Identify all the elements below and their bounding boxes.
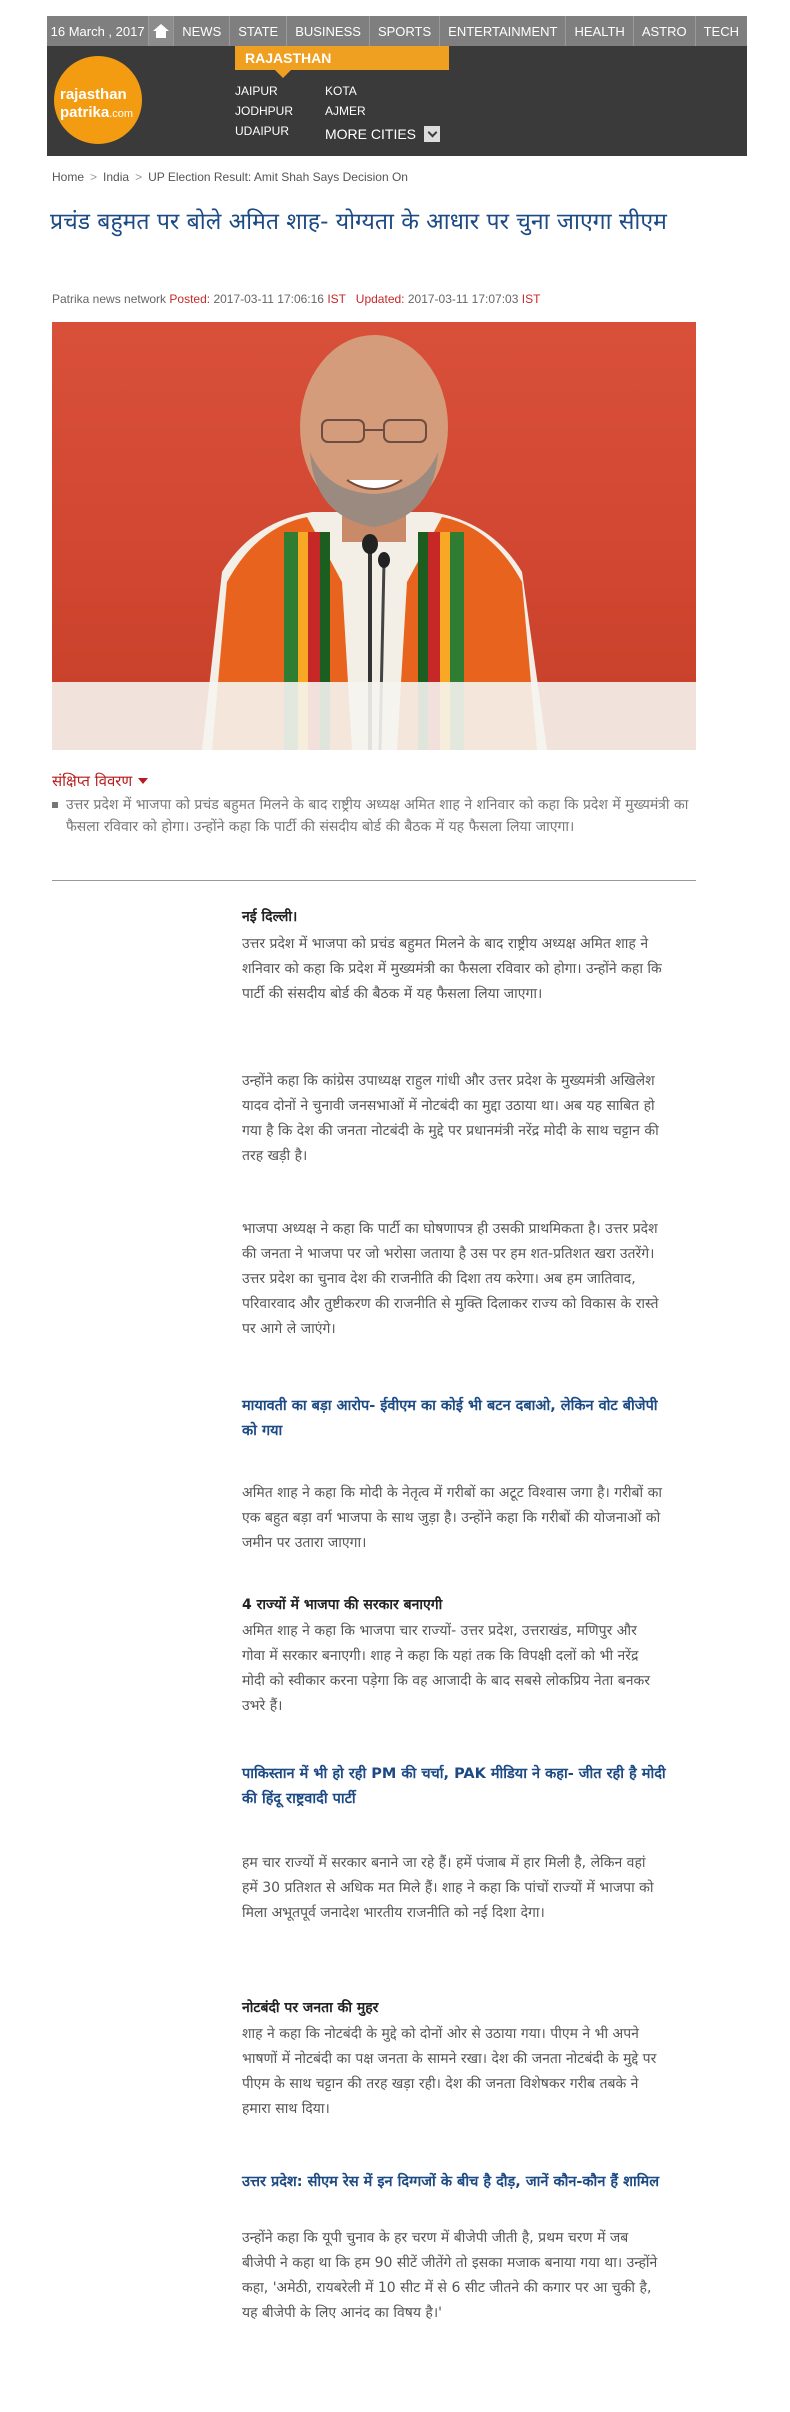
summary-text: उत्तर प्रदेश में भाजपा को प्रचंड बहुमत मिलने के बाद राष्ट्रीय अध्यक्ष अमित शाह ने शनिवार को कहा कि प्रदेश में मुख्यमंत्री का फैसला रविवार को होगा। उन्होंने कहा कि पार्टी की संसदीय बोर्ड की बैठक में यह फैसला लिया जाएगा। [66, 797, 689, 835]
nav-sports[interactable]: SPORTS [370, 16, 440, 46]
city-ajmer[interactable]: AJMER [325, 104, 366, 118]
breadcrumb-current: UP Election Result: Amit Shah Says Decision On [148, 170, 408, 184]
city-jaipur[interactable]: JAIPUR [235, 84, 278, 98]
article-headline: प्रचंड बहुमत पर बोले अमित शाह- योग्यता के आधार पर चुना जाएगा सीएम [50, 209, 667, 235]
logo-line2-text: patrika [60, 104, 110, 121]
article-paragraph-7: शाह ने कहा कि नोटबंदी के मुद्दे को दोनों ओर से उठाया गया। पीएम ने भी अपने भाषणों में नोटबंदी का पक्ष जनता के सामने रखा। देश की जनता नोटबंदी के मुद्दे पर पीएम के साथ चट्टान की तरह खड़ा रही। देश की जनता विशेषकर गरीब तबके ने हमारा साथ दिया। [242, 2026, 657, 2117]
nav-business[interactable]: BUSINESS [287, 16, 370, 46]
home-button[interactable] [148, 16, 174, 46]
home-icon [153, 24, 169, 38]
logo-line1: rajasthan [60, 86, 127, 103]
current-date: 16 March , 2017 [50, 23, 145, 39]
top-nav-bar [47, 16, 747, 46]
nav-tech[interactable]: TECH [703, 23, 739, 39]
nav-entertainment[interactable]: ENTERTAINMENT [440, 16, 566, 46]
posted-time: 2017-03-11 17:06:16 [213, 292, 324, 306]
article-paragraph-8: उन्होंने कहा कि यूपी चुनाव के हर चरण में बीजेपी जीती है, प्रथम चरण में जब बीजेपी ने कहा था कि हम 90 सीटें जीतेंगे तो इसका मजाक बनाया गया था। उन्होंने कहा, 'अमेठी, रायबरेली में 10 सीट में से 6 सीट जीतने की कगार पर आ चुकी है, यह बीजेपी के लिए आनंद का विषय है।' [242, 2230, 658, 2321]
summary-label: संक्षिप्त विवरण [52, 772, 133, 790]
related-link-pakistan[interactable]: पाकिस्तान में भी हो रही PM की चर्चा, PAK मीडिया ने कहा- जीत रही है मोदी की हिंदू राष्ट्रवादी पार्टी [242, 1766, 666, 1807]
breadcrumb-home[interactable]: Home [52, 170, 85, 184]
updated-ist: IST [521, 292, 541, 306]
more-cities-label: MORE CITIES [325, 126, 417, 142]
breadcrumb [52, 170, 408, 184]
city-udaipur[interactable]: UDAIPUR [235, 124, 290, 138]
breadcrumb-separator-icon: > [135, 170, 143, 184]
article-dateline: नई दिल्ली। [242, 909, 298, 925]
byline-source: Patrika news network [52, 292, 167, 306]
subheading-notebandi: नोटबंदी पर जनता की मुहर [242, 2000, 379, 2016]
more-cities-dropdown[interactable] [325, 126, 440, 142]
speaker-illustration [52, 322, 696, 750]
city-kota[interactable]: KOTA [325, 84, 357, 98]
chevron-down-icon [424, 126, 440, 142]
site-header [47, 46, 747, 156]
breadcrumb-separator-icon: > [90, 170, 98, 184]
article-paragraph-2: उन्होंने कहा कि कांग्रेस उपाध्यक्ष राहुल गांधी और उत्तर प्रदेश के मुख्यमंत्री अखिलेश यादव दोनों ने चुनावी जनसभाओं में नोटबंदी का मुद्दा उठाया था। अब यह साबित हो गया है कि देश की जनता नोटबंदी के मुद्दे पर प्रधानमंत्री नरेंद्र मोदी के साथ चट्टान की तरह खड़ी है। [242, 1073, 659, 1164]
summary-toggle[interactable] [52, 771, 148, 791]
article-paragraph-4: अमित शाह ने कहा कि मोदी के नेतृत्व में गरीबों का अटूट विश्वास जगा है। गरीबों का एक बहुत बड़ा वर्ग भाजपा के साथ जुड़ा है। उन्होंने कहा कि गरीबों की योजनाओं को जमीन पर उतारा जाएगा। [242, 1485, 662, 1551]
related-link-cm-race[interactable]: उत्तर प्रदेश: सीएम रेस में इन दिग्गजों के बीच है दौड़, जानें कौन-कौन हैं शामिल [242, 2174, 660, 2190]
article-summary [50, 794, 690, 838]
nav-astro[interactable]: ASTRO [634, 16, 696, 46]
state-label[interactable]: RAJASTHAN [235, 46, 449, 70]
updated-time: 2017-03-11 17:07:03 [407, 292, 519, 306]
article-paragraph-6: हम चार राज्यों में सरकार बनाने जा रहे हैं। हमें पंजाब में हार मिली है, लेकिन वहां हमें 30 प्रतिशत से अधिक मत मिले हैं। शाह ने कहा कि पांचों राज्यों में भाजपा को मिला अभूतपूर्व जनादेश भारतीय राजनीति को नई दिशा देगा। [242, 1855, 654, 1921]
nav-health[interactable]: HEALTH [566, 16, 633, 46]
article-hero-image [52, 322, 696, 750]
article-paragraph-5: अमित शाह ने कहा कि भाजपा चार राज्यों- उत्तर प्रदेश, उत्तराखंड, मणिपुर और गोवा में सरकार बनाएगी। शाह ने कहा कि यहां तक कि विपक्षी दलों को भी नरेंद्र मोदी को स्वीकार करना पड़ेगा कि वह आजादी के बाद सबसे लोकप्रिय नेता बनकर उभरे हैं। [242, 1623, 650, 1714]
article-paragraph-3: भाजपा अध्यक्ष ने कहा कि पार्टी का घोषणापत्र ही उसकी प्राथमिकता है। उत्तर प्रदेश की जनता ने भाजपा पर जो भरोसा जताया है उस पर हम शत-प्रतिशत खरा उतरेंगे। उत्तर प्रदेश का चुनाव देश की राजनीति की दिशा तय करेगा। अब हम जातिवाद, परिवारवाद और तुष्टीकरण की राजनीति से मुक्ति दिलाकर राज्य को विकास के रास्ते पर आगे ले जाएंगे। [242, 1221, 659, 1337]
logo-line2 [60, 104, 133, 121]
nav-state[interactable]: STATE [230, 16, 287, 46]
caret-down-icon [138, 778, 148, 784]
site-logo[interactable] [54, 56, 142, 144]
posted-label: Posted: [169, 292, 211, 306]
posted-ist: IST [327, 292, 346, 306]
nav-news[interactable]: NEWS [174, 16, 230, 46]
subheading-four-states: 4 राज्यों में भाजपा की सरकार बनाएगी [242, 1597, 443, 1613]
city-jodhpur[interactable]: JODHPUR [235, 104, 294, 118]
breadcrumb-india[interactable]: India [103, 170, 130, 184]
related-link-mayawati[interactable]: मायावती का बड़ा आरोप- ईवीएम का कोई भी बटन दबाओ, लेकिन वोट बीजेपी को गया [242, 1398, 658, 1439]
article-paragraph-1: उत्तर प्रदेश में भाजपा को प्रचंड बहुमत मिलने के बाद राष्ट्रीय अध्यक्ष अमित शाह ने शनिवार को कहा कि प्रदेश में मुख्यमंत्री का फैसला रविवार को होगा। उन्होंने कहा कि पार्टी की संसदीय बोर्ड की बैठक में यह फैसला लिया जाएगा। [242, 936, 662, 1002]
article-byline [52, 292, 540, 306]
updated-label: Updated: [355, 292, 405, 306]
summary-divider [52, 880, 696, 881]
bullet-icon [52, 802, 58, 808]
logo-suffix: .com [109, 108, 134, 120]
